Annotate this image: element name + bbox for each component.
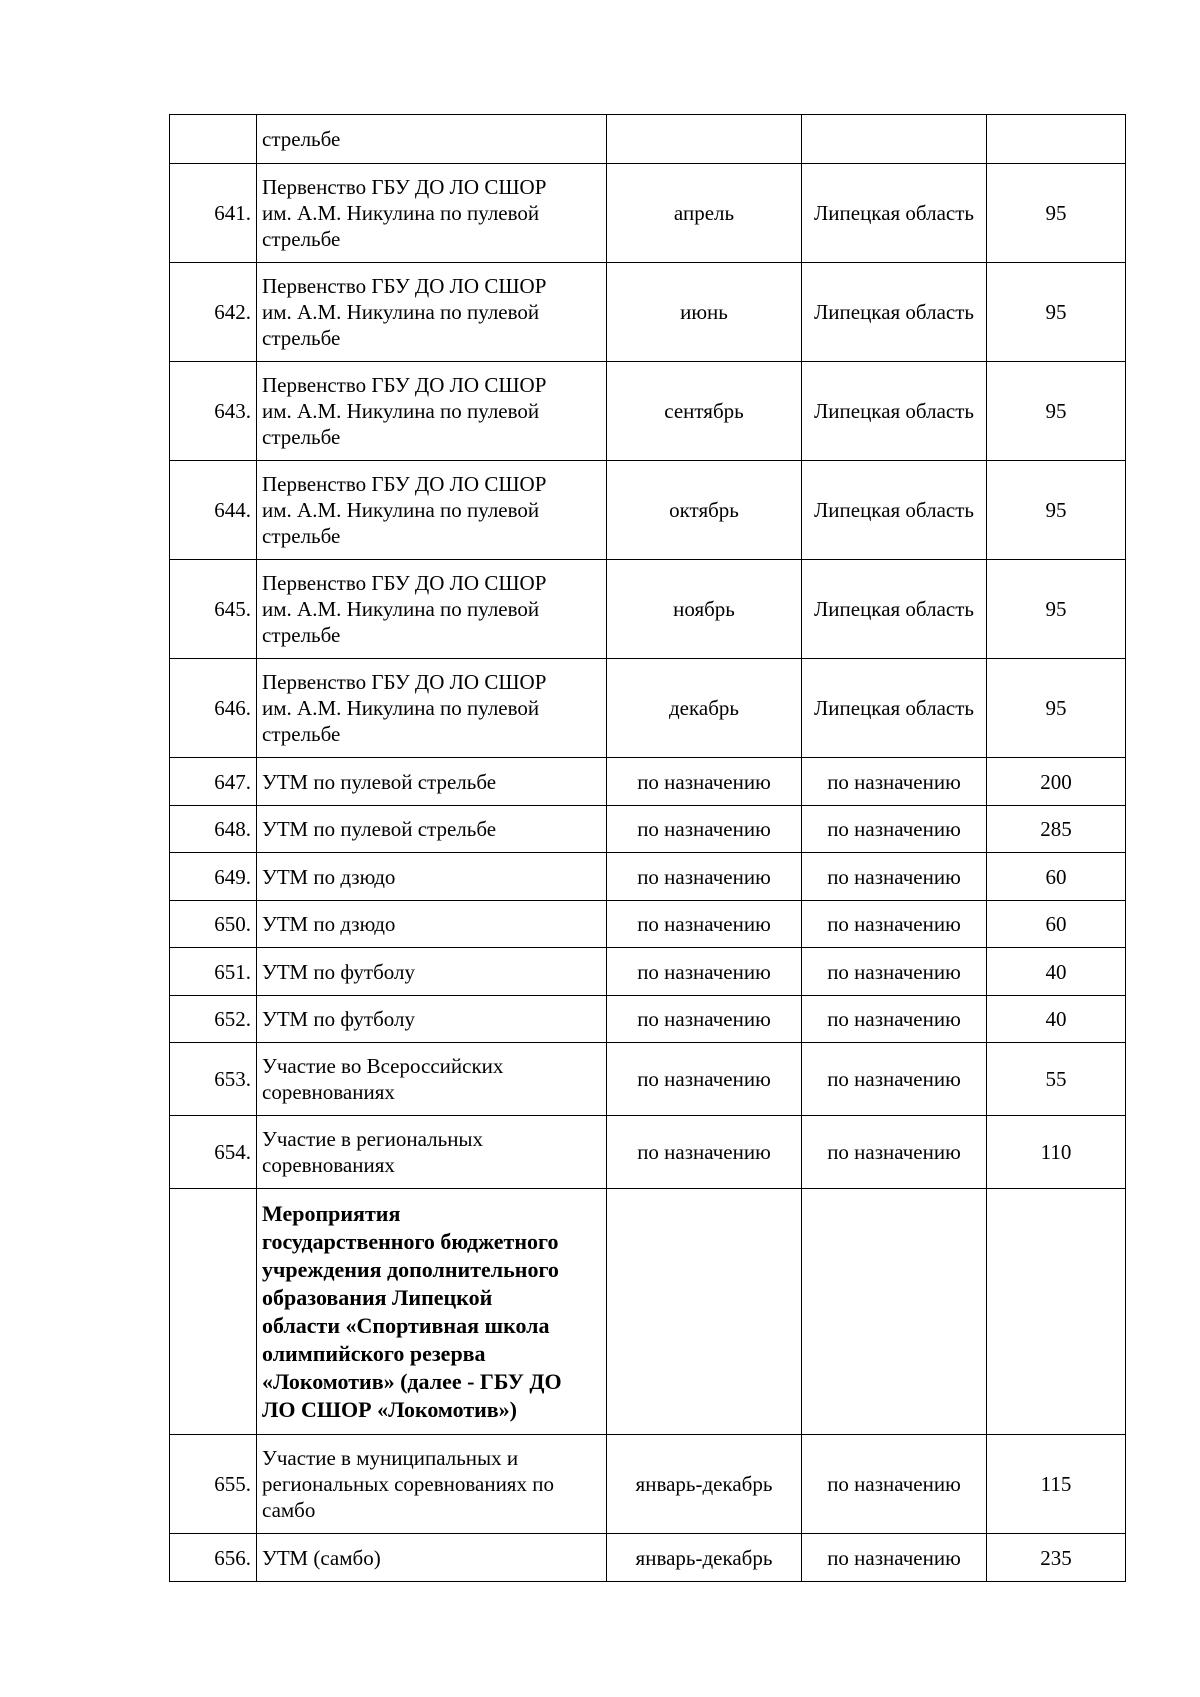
- row-number: 643.: [170, 362, 257, 461]
- section-heading-row: [170, 1189, 1126, 1435]
- event-dates: по назначению: [607, 853, 802, 901]
- event-name-line: соревнованиях: [262, 1080, 395, 1104]
- participants-count: 60: [987, 901, 1126, 948]
- event-name: [257, 806, 607, 853]
- row-number: 648.: [170, 806, 257, 853]
- event-name: [257, 263, 607, 362]
- event-name-line: Участие в муниципальных и: [262, 1446, 519, 1470]
- participants-count: 235: [987, 1534, 1126, 1582]
- event-location: по назначению: [802, 1116, 987, 1189]
- event-location: [802, 115, 987, 164]
- event-dates: январь-декабрь: [607, 1435, 802, 1534]
- event-dates: по назначению: [607, 901, 802, 948]
- event-name-line: самбо: [262, 1498, 316, 1522]
- row-number: [170, 115, 257, 164]
- table-row: [170, 115, 1126, 164]
- event-dates: по назначению: [607, 1043, 802, 1116]
- event-name: [257, 1116, 607, 1189]
- row-number: 651.: [170, 948, 257, 996]
- table-row: [170, 806, 1126, 853]
- event-name-line: УТМ по футболу: [262, 959, 415, 984]
- event-name-line: стрельбе: [262, 623, 341, 647]
- participants-count: 95: [987, 164, 1126, 263]
- event-name-line: УТМ по пулевой стрельбе: [262, 817, 497, 841]
- event-name-line: им. А.М. Никулина по пулевой: [262, 696, 540, 720]
- event-name-line: им. А.М. Никулина по пулевой: [262, 300, 540, 324]
- event-location: по назначению: [802, 1435, 987, 1534]
- row-number: 652.: [170, 996, 257, 1043]
- participants-count: [987, 1189, 1126, 1435]
- event-name: [257, 461, 607, 560]
- participants-count: 95: [987, 263, 1126, 362]
- participants-count: 200: [987, 758, 1126, 806]
- event-name-line: «Локомотив» (далее - ГБУ ДО: [262, 1368, 562, 1394]
- row-number: 644.: [170, 461, 257, 560]
- event-name-line: им. А.М. Никулина по пулевой: [262, 399, 540, 423]
- table-row: [170, 659, 1126, 758]
- event-name: [257, 1043, 607, 1116]
- event-location: Липецкая область: [802, 659, 987, 758]
- table-row: [170, 1043, 1126, 1116]
- event-name: [257, 996, 607, 1043]
- event-location: по назначению: [802, 806, 987, 853]
- table-row: [170, 362, 1126, 461]
- table-row: [170, 853, 1126, 901]
- row-number: 649.: [170, 853, 257, 901]
- event-dates: по назначению: [607, 758, 802, 806]
- event-name-line: ЛО СШОР «Локомотив»): [262, 1396, 518, 1422]
- table-row: [170, 1435, 1126, 1534]
- row-number: 656.: [170, 1534, 257, 1582]
- event-name: [257, 164, 607, 263]
- event-name-line: стрельбе: [262, 722, 341, 746]
- table-row: [170, 901, 1126, 948]
- event-name-line: УТМ по дзюдо: [262, 864, 396, 889]
- event-name-line: учреждения дополнительного: [262, 1256, 559, 1282]
- event-name-line: стрельбе: [262, 127, 341, 151]
- event-location: по назначению: [802, 1534, 987, 1582]
- event-location: Липецкая область: [802, 560, 987, 659]
- event-location: Липецкая область: [802, 164, 987, 263]
- event-name-line: олимпийского резерва: [262, 1340, 486, 1366]
- participants-count: 110: [987, 1116, 1126, 1189]
- event-dates: апрель: [607, 164, 802, 263]
- participants-count: 40: [987, 996, 1126, 1043]
- row-number: 654.: [170, 1116, 257, 1189]
- table-row: [170, 461, 1126, 560]
- event-name: [257, 948, 607, 996]
- participants-count: 115: [987, 1435, 1126, 1534]
- event-location: по назначению: [802, 853, 987, 901]
- table-row: [170, 1534, 1126, 1582]
- event-dates: сентябрь: [607, 362, 802, 461]
- row-number: [170, 1189, 257, 1435]
- event-dates: ноябрь: [607, 560, 802, 659]
- event-name-line: образования Липецкой: [262, 1284, 493, 1310]
- row-number: 646.: [170, 659, 257, 758]
- participants-count: [987, 115, 1126, 164]
- event-location: по назначению: [802, 996, 987, 1043]
- event-location: по назначению: [802, 901, 987, 948]
- event-dates: по назначению: [607, 806, 802, 853]
- event-name-line: им. А.М. Никулина по пулевой: [262, 597, 540, 621]
- event-dates: [607, 1189, 802, 1435]
- event-name: [257, 1435, 607, 1534]
- participants-count: 40: [987, 948, 1126, 996]
- events-table-body: [170, 115, 1126, 1582]
- event-name-line: УТМ по дзюдо: [262, 912, 396, 936]
- event-name-line: Первенство ГБУ ДО ЛО СШОР: [262, 175, 547, 199]
- participants-count: 60: [987, 853, 1126, 901]
- row-number: 642.: [170, 263, 257, 362]
- table-row: [170, 1116, 1126, 1189]
- event-dates: июнь: [607, 263, 802, 362]
- event-name-line: государственного бюджетного: [262, 1228, 559, 1254]
- participants-count: 95: [987, 362, 1126, 461]
- event-name-line: Мероприятия: [262, 1200, 401, 1226]
- event-name: [257, 115, 607, 164]
- table-row: [170, 560, 1126, 659]
- event-name-line: Участие в региональных: [262, 1127, 484, 1151]
- event-name-line: Первенство ГБУ ДО ЛО СШОР: [262, 472, 547, 496]
- events-table: [169, 114, 1126, 1582]
- event-name-line: стрельбе: [262, 425, 341, 449]
- event-dates: [607, 115, 802, 164]
- event-name-line: Первенство ГБУ ДО ЛО СШОР: [262, 373, 547, 397]
- event-name-line: региональных соревнованиях по: [262, 1472, 554, 1496]
- event-name: [257, 758, 607, 806]
- event-name-line: Участие во Всероссийских: [262, 1054, 504, 1078]
- event-name-line: области «Спортивная школа: [262, 1312, 550, 1338]
- event-dates: октябрь: [607, 461, 802, 560]
- row-number: 641.: [170, 164, 257, 263]
- event-dates: по назначению: [607, 948, 802, 996]
- event-name: [257, 853, 607, 901]
- event-name-line: Первенство ГБУ ДО ЛО СШОР: [262, 670, 547, 694]
- event-name-line: соревнованиях: [262, 1153, 395, 1177]
- event-location: Липецкая область: [802, 263, 987, 362]
- section-heading: [257, 1189, 607, 1435]
- event-location: Липецкая область: [802, 362, 987, 461]
- participants-count: 285: [987, 806, 1126, 853]
- event-name-line: Первенство ГБУ ДО ЛО СШОР: [262, 571, 547, 595]
- event-dates: январь-декабрь: [607, 1534, 802, 1582]
- row-number: 655.: [170, 1435, 257, 1534]
- event-name-line: стрельбе: [262, 326, 341, 350]
- row-number: 645.: [170, 560, 257, 659]
- table-row: [170, 164, 1126, 263]
- event-location: по назначению: [802, 1043, 987, 1116]
- participants-count: 95: [987, 461, 1126, 560]
- table-row: [170, 263, 1126, 362]
- event-name-line: стрельбе: [262, 227, 341, 251]
- event-location: по назначению: [802, 758, 987, 806]
- event-name-line: стрельбе: [262, 524, 341, 548]
- event-location: [802, 1189, 987, 1435]
- row-number: 650.: [170, 901, 257, 948]
- event-name: [257, 1534, 607, 1582]
- event-name-line: Первенство ГБУ ДО ЛО СШОР: [262, 274, 547, 298]
- table-row: [170, 758, 1126, 806]
- event-dates: по назначению: [607, 1116, 802, 1189]
- event-dates: по назначению: [607, 996, 802, 1043]
- event-name: [257, 901, 607, 948]
- event-name: [257, 362, 607, 461]
- event-dates: декабрь: [607, 659, 802, 758]
- table-row: [170, 948, 1126, 996]
- event-name-line: УТМ (самбо): [262, 1545, 381, 1570]
- event-location: по назначению: [802, 948, 987, 996]
- event-name-line: УТМ по пулевой стрельбе: [262, 769, 497, 794]
- row-number: 647.: [170, 758, 257, 806]
- event-name-line: УТМ по футболу: [262, 1007, 415, 1031]
- row-number: 653.: [170, 1043, 257, 1116]
- event-location: Липецкая область: [802, 461, 987, 560]
- event-name-line: им. А.М. Никулина по пулевой: [262, 201, 540, 225]
- event-name: [257, 659, 607, 758]
- event-name: [257, 560, 607, 659]
- participants-count: 95: [987, 560, 1126, 659]
- event-name-line: им. А.М. Никулина по пулевой: [262, 498, 540, 522]
- participants-count: 55: [987, 1043, 1126, 1116]
- table-row: [170, 996, 1126, 1043]
- participants-count: 95: [987, 659, 1126, 758]
